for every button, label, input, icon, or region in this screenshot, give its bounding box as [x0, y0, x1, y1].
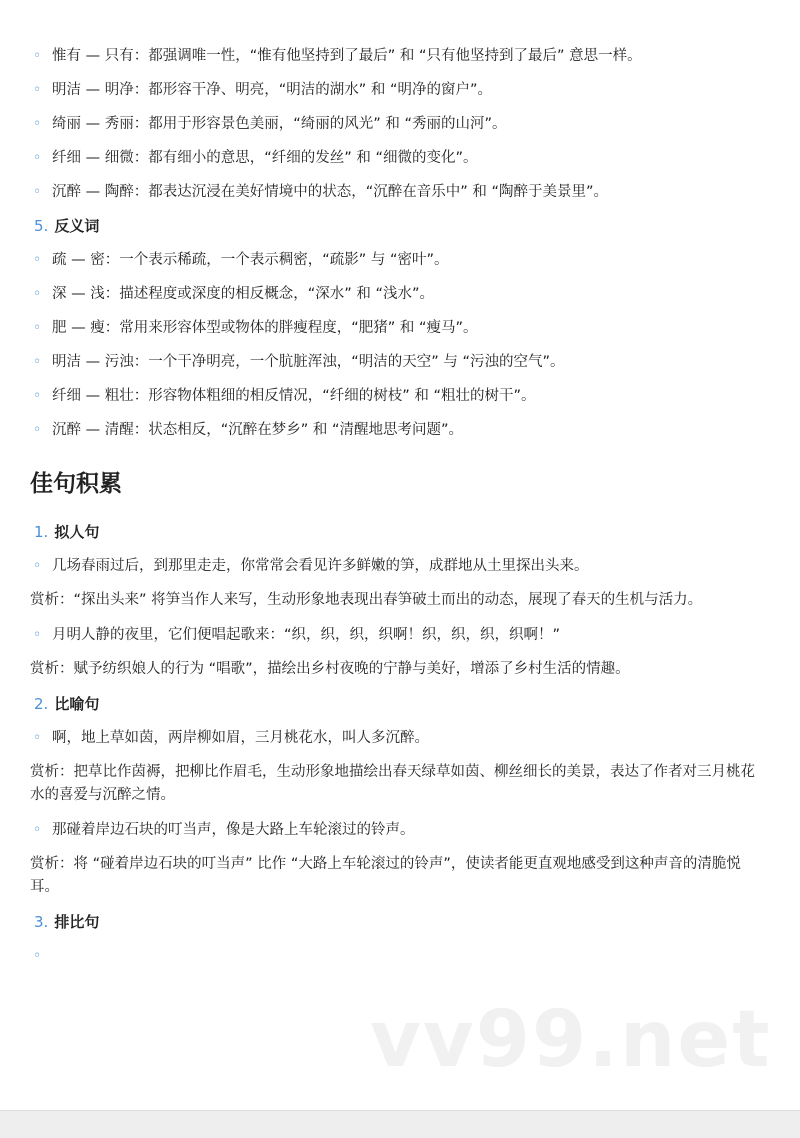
bullet-icon: ◦ [33, 82, 42, 98]
appreciation-paragraph: 赏析：赋予纺织娘人的行为 “唱歌”，描绘出乡村夜晚的宁静与美好，增添了乡村生活的情趣。 [30, 661, 630, 677]
example-sentence: ◦ 几场春雨过后，到那里走走，你常常会看见许多鲜嫩的笋，成群地从土里探出头来。 [30, 555, 760, 577]
bullet-icon: ◦ [33, 822, 42, 838]
appreciation-paragraph: 赏析：把草比作茵褥，把柳比作眉毛，生动形象地描绘出春天绿草如茵、柳丝细长的美景，表达了作者对三月桃花水的喜爱与沉醉之情。 [30, 764, 755, 803]
parallelism-heading: 3. 排比句 [34, 913, 100, 931]
synonym-item: ◦ 纤细 — 细微：都有细小的意思，“纤细的发丝” 和 “细微的变化”。 [30, 147, 760, 169]
bullet-icon: ◦ [33, 252, 42, 268]
bullet-icon: ◦ [33, 150, 42, 166]
bullet-icon: ◦ [33, 558, 42, 574]
synonym-item: ◦ 沉醉 — 陶醉：都表达沉浸在美好情境中的状态，“沉醉在音乐中” 和 “陶醉于美景里”。 [30, 181, 760, 203]
bottom-bar [0, 1110, 800, 1138]
example-sentence: ◦ 那碰着岸边石块的叮当声，像是大路上车轮滚过的铃声。 [30, 819, 760, 841]
antonym-item: ◦ 深 — 浅：描述程度或深度的相反概念，“深水” 和 “浅水”。 [30, 283, 760, 305]
appreciation-paragraph: 赏析：将 “碰着岸边石块的叮当声” 比作 “大路上车轮滚过的铃声”，使读者能更直观地感受到这种声音的清脆悦耳。 [30, 856, 741, 895]
watermark: vv99.net [370, 995, 772, 1085]
section-title: 佳句积累 [30, 471, 122, 497]
simile-heading: 2. 比喻句 [34, 695, 100, 713]
synonym-item: ◦ 绮丽 — 秀丽：都用于形容景色美丽，“绮丽的风光” 和 “秀丽的山河”。 [30, 113, 760, 135]
bullet-icon: ◦ [33, 422, 42, 438]
bullet-icon: ◦ [33, 48, 42, 64]
antonym-item: ◦ 疏 — 密：一个表示稀疏，一个表示稠密，“疏影” 与 “密叶”。 [30, 249, 760, 271]
antonym-heading: 5. 反义词 [34, 217, 100, 235]
bullet-icon: ◦ [33, 948, 42, 964]
bullet-icon: ◦ [33, 320, 42, 336]
appreciation-paragraph: 赏析：“探出头来” 将笋当作人来写，生动形象地表现出春笋破土而出的动态，展现了春天的生机与活力。 [30, 592, 703, 608]
bullet-icon: ◦ [33, 286, 42, 302]
bullet-icon: ◦ [33, 730, 42, 746]
bullet-icon: ◦ [33, 388, 42, 404]
antonym-item: ◦ 明洁 — 污浊：一个干净明亮，一个肮脏浑浊，“明洁的天空” 与 “污浊的空气”。 [30, 351, 760, 373]
personification-heading: 1. 拟人句 [34, 523, 100, 541]
bullet-icon: ◦ [33, 627, 42, 643]
synonym-item: ◦ 明洁 — 明净：都形容干净、明亮，“明洁的湖水” 和 “明净的窗户”。 [30, 79, 760, 101]
synonym-item: ◦ 惟有 — 只有：都强调唯一性，“惟有他坚持到了最后” 和 “只有他坚持到了最后” 意思一样。 [30, 45, 760, 67]
example-sentence: ◦ 月明人静的夜里，它们便唱起歌来：“织，织，织，织啊！织，织，织，织啊！” [30, 624, 760, 646]
antonym-item: ◦ 沉醉 — 清醒：状态相反，“沉醉在梦乡” 和 “清醒地思考问题”。 [30, 419, 760, 441]
empty-list-item [30, 945, 760, 967]
bullet-icon: ◦ [33, 184, 42, 200]
antonym-item: ◦ 纤细 — 粗壮：形容物体粗细的相反情况，“纤细的树枝” 和 “粗壮的树干”。 [30, 385, 760, 407]
example-sentence: ◦ 啊，地上草如茵，两岸柳如眉，三月桃花水，叫人多沉醉。 [30, 727, 760, 749]
bullet-icon: ◦ [33, 354, 42, 370]
antonym-item: ◦ 肥 — 瘦：常用来形容体型或物体的胖瘦程度，“肥猪” 和 “瘦马”。 [30, 317, 760, 339]
bullet-icon: ◦ [33, 116, 42, 132]
